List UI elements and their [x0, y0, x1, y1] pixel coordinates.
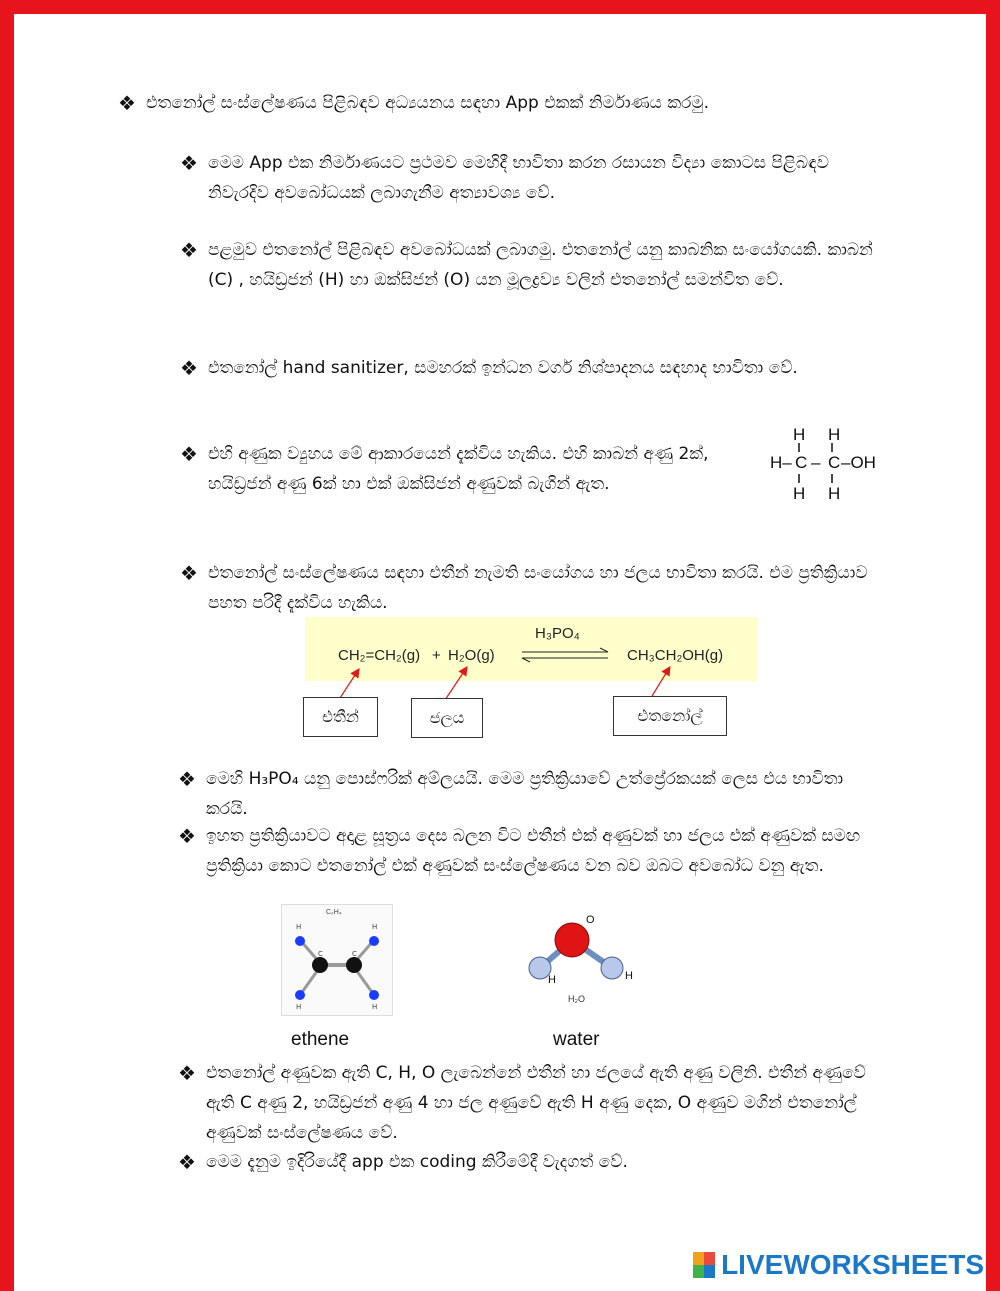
bullet-text: එතනෝල් සංස්ලේෂණය පිළිබඳව අධ්‍යයනය සඳහා App එකක් නිර්මාණය කරමු. [146, 93, 710, 113]
struct-h: H [828, 484, 841, 503]
struct-oh: –OH [841, 453, 876, 472]
bullet-glyph-icon: ❖ [180, 151, 198, 175]
bullet-text: එහි අණුක ව්‍යුහය මේ ආකාරයෙන් දැක්විය හැකිය. එහි කාබන් අණු 2ක්, හයිඩ්‍රජන් අණු 6ක් හා එක් ඔක්සිජන් අණුවක් බැගින් ඇත. [208, 444, 709, 494]
ethene-formula: C₂H₄ [326, 909, 342, 916]
atom-label-h: H [625, 970, 633, 982]
bullet-text: එතනෝල් අණුවක ඇති C, H, O ලැබෙන්නේ එතීන් හා ජලයේ ඇති අණු වලිනි. එතීන් අණුවේ ඇති C අණු 2, හයිඩ්‍රජන් අණු 4 හා ජල අණුවේ ඇති H අණු දෙක, O අණුව මගින් එතනෝල් අණුවක් සංස්ලේෂණය වේ. [206, 1063, 866, 1143]
atom-label-h: H [372, 923, 378, 931]
bullet-glyph-icon: ❖ [118, 91, 136, 115]
liveworksheets-mark-icon [693, 1252, 715, 1278]
bullet-text: මෙහි H₃PO₄ යනු පොස්ෆරික් අම්ලයයි. මෙම ප්‍රතික්‍රියාවේ උත්ප්‍රේරකයක් ලෙස එය භාවිතා කරයි. [206, 769, 844, 819]
liveworksheets-logo [693, 1249, 984, 1281]
atom-label-c: C [318, 950, 323, 958]
struct-h: H [793, 425, 806, 444]
struct-bond: – [811, 453, 821, 472]
reactant-water: H₂O(g) [448, 647, 495, 664]
bullet-text: මෙම දැනුම ඉදිරියේදී app එක coding කිරීමේදී වැදගත් වේ. [206, 1152, 628, 1172]
struct-h: H [793, 484, 806, 503]
water-formula: H₂O [568, 994, 585, 1004]
bullet-glyph-icon: ❖ [178, 1150, 196, 1174]
bullet-glyph-icon: ❖ [180, 442, 198, 466]
struct-h: H– [770, 453, 792, 472]
bullet-text: එතනෝල් hand sanitizer, සමහරක් ඉන්ධන වර්ග නිශ්පාදනය සඳහාද භාවිතා වේ. [208, 358, 798, 378]
struct-c: C [795, 453, 808, 472]
product-ethanol: CH₃CH₂OH(g) [627, 647, 724, 664]
atom-label-h: H [296, 923, 302, 931]
struct-bonds [780, 440, 850, 490]
bullet-glyph-icon: ❖ [180, 561, 198, 585]
ethene-model-image [281, 904, 393, 1016]
reactant-ethene: CH₂=CH₂(g) [338, 647, 421, 664]
bullet-text: එතනෝල් සංස්ලේෂණය සඳහා එතීන් නැමති සංයෝගය හා ජලය භාවිතා කරයි. එම ප්‍රතික්‍රියාව පහත පරිදී දැක්විය හැකිය. [208, 563, 868, 613]
bullet-glyph-icon: ❖ [180, 238, 198, 262]
label-ethene: එතීන් [303, 697, 378, 737]
atom-label-c: C [352, 950, 357, 958]
bullet-text: ඉහත ප්‍රතික්‍රියාවට අදාළ සූත්‍රය දෙස බලන විට එතීන් එක් අණුවක් හා ජලය එක් අණුවක් සමඟ ප්‍රතික්‍රියා කොට එතනෝල් එක් අණුවක් සංස්ලේෂණය වන බව ඔබට අවබෝධ වනු ඇත. [206, 826, 861, 876]
logo-text: LIVEWORKSHEETS [721, 1249, 984, 1280]
atom-label-h: H [296, 1003, 302, 1011]
water-model-image [520, 910, 640, 1010]
label-ethanol: එතනෝල් [613, 696, 727, 736]
bullet-text: පළමුව එතනෝල් පිළිබඳව අවබෝධයක් ලබාගමු. එතනෝල් යනු කාබනික සංයෝගයකි. කාබන් (C) , හයිඩ්‍රජන් (H) හා ඔක්සිජන් (O) යන මූලද්‍රව්‍ය වලින් එතනෝල් සමන්විත වේ. [208, 240, 873, 290]
bullet-text: මෙම App එක නිර්මාණයට ප්‍රථමව මෙහිදී භාවිතා කරන රසායන විද්‍යා කොටස පිළිබඳව නිවැරදිව අවබෝධයක් ලබාගැනීම අත්‍යාවශ්‍ය වේ. [208, 153, 829, 203]
struct-h: H [828, 425, 841, 444]
label-water: ජලය [411, 698, 483, 738]
bullet-glyph-icon: ❖ [178, 767, 196, 791]
atom-label-o: O [586, 914, 595, 926]
atom-label-h: H [548, 974, 556, 986]
bullet-glyph-icon: ❖ [178, 1061, 196, 1085]
plus-sign: + [432, 647, 441, 664]
catalyst-label: H₃PO₄ [535, 625, 580, 642]
bullet-glyph-icon: ❖ [178, 824, 196, 848]
struct-c: C [828, 453, 841, 472]
ethene-ball-stick [282, 905, 392, 1015]
atom-label-h: H [372, 1003, 378, 1011]
water-caption: water [553, 1029, 600, 1050]
ethene-caption: ethene [291, 1029, 350, 1050]
bullet-glyph-icon: ❖ [180, 356, 198, 380]
